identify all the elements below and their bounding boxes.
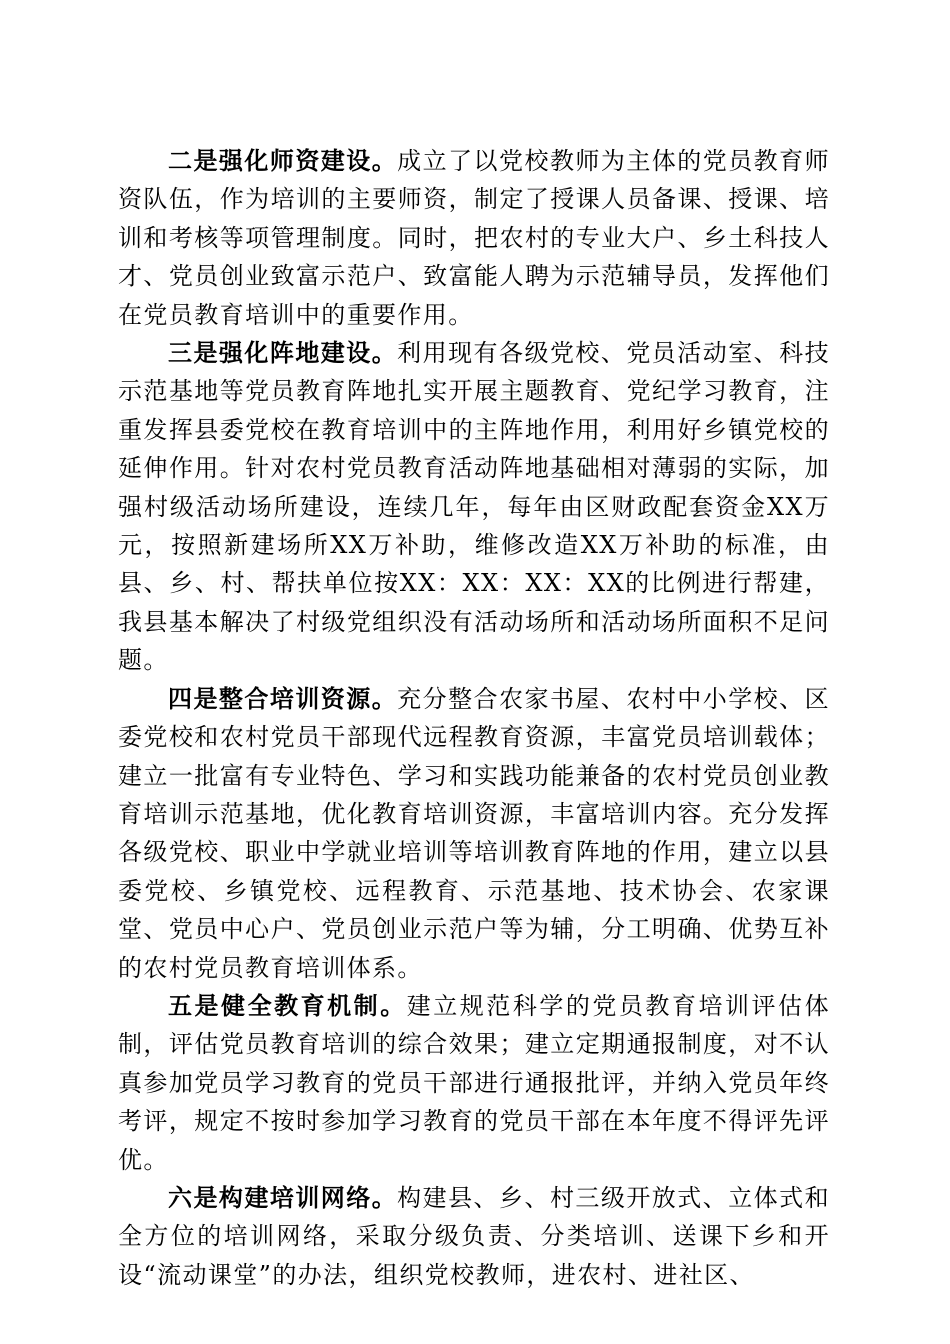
paragraph-heading: 五是健全教育机制。 — [168, 990, 407, 1020]
paragraph-integrate-resources — [118, 680, 830, 987]
paragraph-education-mechanism — [118, 987, 830, 1179]
paragraph-heading: 六是构建培训网络。 — [168, 1182, 398, 1212]
paragraph-heading: 四是整合培训资源。 — [168, 683, 398, 713]
paragraph-heading: 二是强化师资建设。 — [168, 146, 398, 175]
paragraph-heading: 三是强化阵地建设。 — [168, 338, 398, 368]
paragraph-text: 利用现有各级党校、党员活动室、科技示范基地等党员教育阵地扎实开展主题教育、党纪学习教育，注重发挥县委党校在教育培训中的主阵地作用，利用好乡镇党校的延伸作用。针对农村党员教育活动阵地基础相对薄弱的实际，加强村级活动场所建设，连续几年，每年由区财政配套资金XX万元，按照新建场所XX万补助，维修改造XX万补助的标准，由县、乡、村、帮扶单位按XX：XX：XX：XX的比例进行帮建，我县基本解决了村级党组织没有活动场所和活动场所面积不足问题。 — [118, 339, 830, 675]
paragraph-position-construction — [118, 334, 830, 680]
paragraph-text: 充分整合农家书屋、农村中小学校、区委党校和农村党员干部现代远程教育资源，丰富党员培训载体；建立一批富有专业特色、学习和实践功能兼备的农村党员创业教育培训示范基地，优化教育培训资源，丰富培训内容。充分发挥各级党校、职业中学就业培训等培训教育阵地的作用，建立以县委党校、乡镇党校、远程教育、示范基地、技术协会、农家课堂、党员中心户、党员创业示范户等为辅，分工明确、优势互补的农村党员教育培训体系。 — [118, 684, 830, 982]
paragraph-text: 成立了以党校教师为主体的党员教育师资队伍，作为培训的主要师资，制定了授课人员备课、授课、培训和考核等项管理制度。同时，把农村的专业大户、乡土科技人才、党员创业致富示范户、致富能人聘为示范辅导员，发挥他们在党员教育培训中的重要作用。 — [118, 147, 830, 329]
paragraph-training-network — [118, 1179, 830, 1294]
paragraph-text: 建立规范科学的党员教育培训评估体制，评估党员教育培训的综合效果；建立定期通报制度，对不认真参加党员学习教育的党员干部进行通报批评，并纳入党员年终考评，规定不按时参加学习教育的党员干部在本年度不得评先评优。 — [118, 991, 830, 1174]
paragraph-text: 构建县、乡、村三级开放式、立体式和全方位的培训网络，采取分级负责、分类培训、送课下乡和开设“流动课堂”的办法，组织党校教师，进农村、进社区、 — [118, 1183, 830, 1289]
document-body — [118, 142, 830, 1294]
paragraph-teacher-construction — [118, 142, 830, 334]
